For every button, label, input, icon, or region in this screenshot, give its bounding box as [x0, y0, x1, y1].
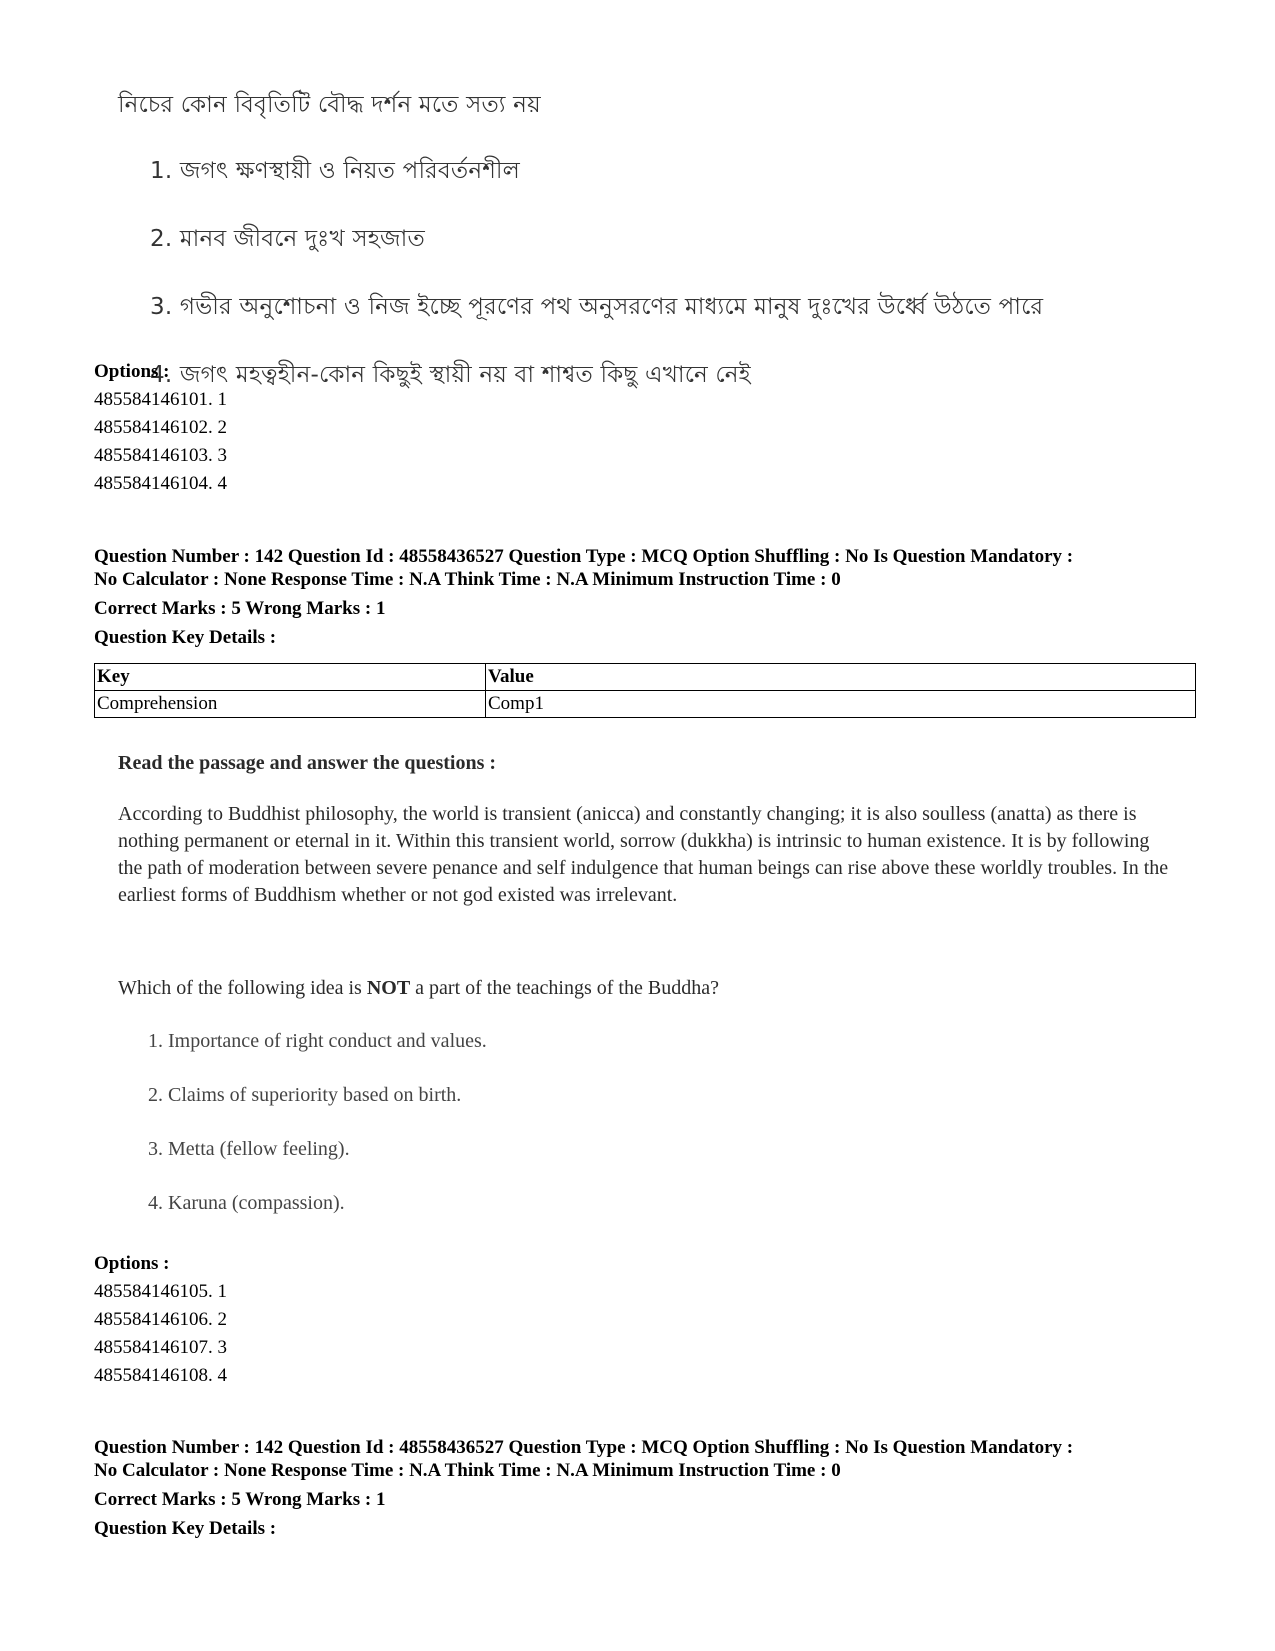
options-label: Options :: [94, 361, 170, 382]
question-choice-2: 2. মানব জীবনে দুঃখ সহজাত: [150, 226, 425, 252]
question-image-english: [118, 752, 1178, 1246]
option-item: 485584146104. 4: [94, 473, 227, 494]
options-block-2: [94, 1250, 227, 1390]
question-choice-1: 1. Importance of right conduct and values.: [148, 1030, 487, 1052]
table-header-value: Value: [486, 664, 1196, 691]
question-image-bengali: [118, 86, 1158, 424]
question-choice-1: 1. জগৎ ক্ষণস্থায়ী ও নিয়ত পরিবর্তনশীল: [150, 158, 521, 184]
option-item: 485584146103. 3: [94, 445, 227, 466]
question-meta-2: [94, 1436, 1073, 1540]
passage-heading: Read the passage and answer the questions :: [118, 752, 497, 774]
key-details-label: Question Key Details :: [94, 627, 277, 648]
option-item: 485584146108. 4: [94, 1365, 227, 1386]
table-header-key: Key: [95, 664, 486, 691]
table-cell-value: Comp1: [486, 691, 1196, 718]
marks-line: Correct Marks : 5 Wrong Marks : 1: [94, 1489, 386, 1510]
option-item: 485584146106. 2: [94, 1309, 227, 1330]
option-item: 485584146107. 3: [94, 1337, 227, 1358]
question-choice-3: 3. Metta (fellow feeling).: [148, 1138, 350, 1160]
key-table: [94, 663, 1196, 718]
options-label: Options :: [94, 1253, 170, 1274]
question-choice-3: 3. গভীর অনুশোচনা ও নিজ ইচ্ছে পূরণের পথ অনুসরণের মাধ্যমে মানুষ দুঃখের উর্ধ্বে উঠতে পারে: [150, 294, 1044, 320]
option-item: 485584146105. 1: [94, 1281, 227, 1302]
key-details-label: Question Key Details :: [94, 1518, 277, 1539]
question-meta-line2: No Calculator : None Response Time : N.A Think Time : N.A Minimum Instruction Time : 0: [94, 1460, 841, 1481]
question-stem: [118, 977, 1178, 1000]
question-choice-4: 4. জগৎ মহত্বহীন-কোন কিছুই স্থায়ী নয় বা শাশ্বত কিছু এখানে নেই: [150, 362, 751, 388]
table-row: [95, 691, 1196, 718]
question-meta-1: [94, 545, 1073, 649]
options-block-1: [94, 358, 227, 498]
stem-before: Which of the following idea is: [118, 977, 367, 999]
question-meta-line1: Question Number : 142 Question Id : 48558436527 Question Type : MCQ Option Shuffling : No Is Question Mandatory :: [94, 1437, 1074, 1458]
option-item: 485584146101. 1: [94, 389, 227, 410]
question-stem: নিচের কোন বিবৃতিটি বৌদ্ধ দর্শন মতে সত্য নয়: [118, 92, 541, 118]
question-choice-2: 2. Claims of superiority based on birth.: [148, 1084, 462, 1106]
stem-after: a part of the teachings of the Buddha?: [410, 977, 719, 999]
question-meta-line2: No Calculator : None Response Time : N.A Think Time : N.A Minimum Instruction Time : 0: [94, 569, 841, 590]
question-choice-4: 4. Karuna (compassion).: [148, 1192, 345, 1214]
question-meta-line1: Question Number : 142 Question Id : 48558436527 Question Type : MCQ Option Shuffling : No Is Question Mandatory :: [94, 546, 1074, 567]
table-header-row: [95, 664, 1196, 691]
marks-line: Correct Marks : 5 Wrong Marks : 1: [94, 598, 386, 619]
stem-emphasis: NOT: [366, 977, 411, 999]
table-cell-key: Comprehension: [95, 691, 486, 718]
passage-text: According to Buddhist philosophy, the world is transient (anicca) and constantly changing; it is also soulless (anatta) as there is nothing permanent or eternal in it. Within this transient world, sorrow (dukkha) is intrinsic to human existence. It is by following the path of moderation between severe penance and self indulgence that human beings can rise above these worldly troubles. In the earliest forms of Buddhism whether or not god existed was irrelevant.: [118, 803, 1169, 906]
option-item: 485584146102. 2: [94, 417, 227, 438]
